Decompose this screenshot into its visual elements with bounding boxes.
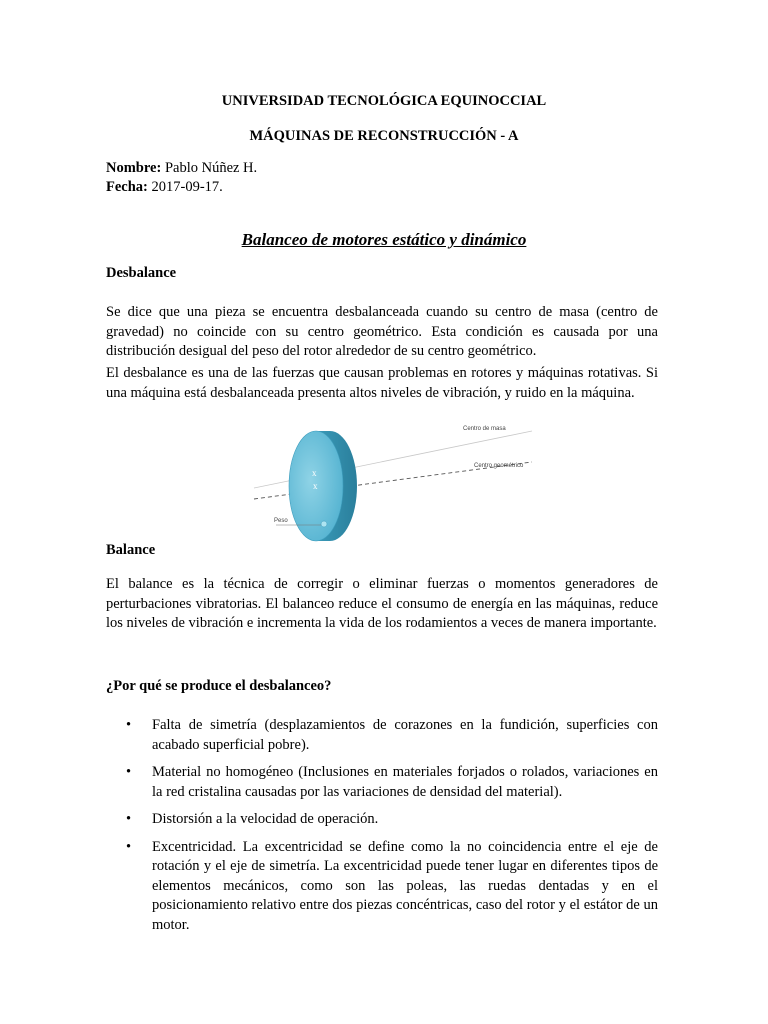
heading-causes: ¿Por qué se produce el desbalanceo? [106,678,332,694]
date-value: 2017-09-17. [147,179,223,195]
weight-dot [321,521,327,527]
paragraph-balance-1: El balance es la técnica de corregir o eliminar fuerzas o momentos generadores de perturbaciones vibratorias. El balanceo reduce el consumo de energía en las máquinas, reduce los niveles de vibración e incrementa la vida de los rodamientos a veces de manera importante. [106,576,658,631]
name-label: Nombre: [106,160,162,176]
heading-desbalance: Desbalance [106,265,177,281]
paragraph-desbalance-2: El desbalance es una de las fuerzas que causan problemas en rotores y máquinas rotativas. Si una máquina está desbalanceada presenta altos niveles de vibración, y ruido en la máquina. [106,365,658,401]
name-value: Pablo Núñez H. [161,160,258,176]
bullet-icon: • [126,811,132,827]
label-mass-center: Centro de masa [463,426,506,432]
list-item: • Excentricidad. La excentricidad se define como la no coincidencia entre el eje de rotación y el eje de simetría. La excentricidad puede tener lugar en diferentes tipos de elementos mecánicos, como son las poleas, las ruedas dentadas y en el posicionamiento relativo entre dos piezas concéntricas, caso del rotor y el estátor de un motor. [126,838,658,933]
list-item: • Falta de simetría (desplazamientos de corazones en la fundición, superficies con acabado superficial pobre). [126,717,658,753]
bullet-icon: • [126,838,132,855]
label-geometric-center: Centro geométrico [474,463,524,469]
course-heading: MÁQUINAS DE RECONSTRUCCIÓN - A [249,128,519,144]
date-label: Fecha: [106,179,148,195]
list-item: • Material no homogéneo (Inclusiones en materiales forjados o rolados, variaciones en la red cristalina causadas por las variaciones de densidad del material). [126,764,658,800]
university-heading: UNIVERSIDAD TECNOLÓGICA EQUINOCCIAL [221,93,547,109]
date-line [106,177,223,197]
geometric-center-mark: x [313,481,318,491]
label-weight: Peso [274,518,288,524]
document-title: Balanceo de motores estático y dinámico [241,230,527,249]
mass-center-mark: x [312,468,317,478]
rotor-diagram [246,422,536,542]
name-line [106,158,257,178]
heading-balance: Balance [106,542,156,558]
rotor-diagram-svg [246,422,536,542]
paragraph-desbalance-1: Se dice que una pieza se encuentra desbalanceada cuando su centro de masa (centro de gravedad) no coincide con su centro geométrico. Esta condición es causada por una distribución desigual del peso del rotor alrededor de su centro geométrico. [106,304,658,359]
bullet-icon: • [126,764,132,780]
causes-list [106,716,658,943]
bullet-icon: • [126,717,132,733]
list-item: • Distorsión a la velocidad de operación. [106,810,658,830]
